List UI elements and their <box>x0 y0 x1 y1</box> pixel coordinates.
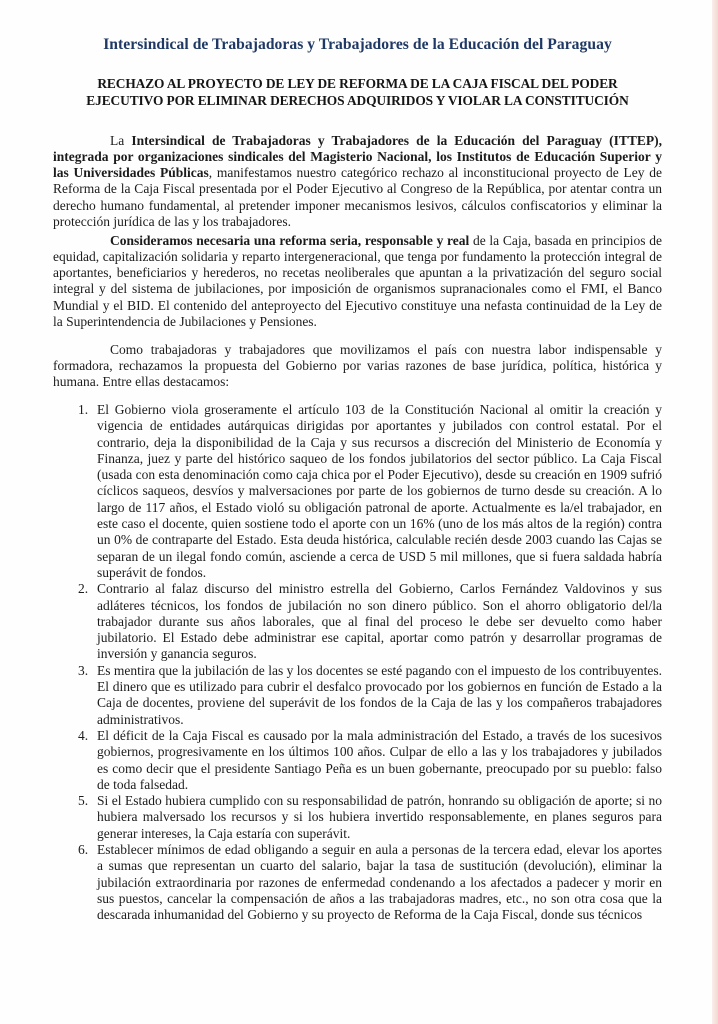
list-item <box>53 402 662 581</box>
paragraph-reform <box>53 233 662 331</box>
paragraph-lead: La <box>110 132 132 148</box>
paragraph-bold: Intersindical de Trabajadoras y Trabajadores de la Educación del Paraguay (ITTEP), integrada por organizaciones sindicales del Magisterio Nacional, los Institutos de Educación Superior y las Universidades Públicas <box>53 132 662 181</box>
list-number: 2. <box>78 581 89 597</box>
paragraph-intro <box>53 133 662 231</box>
list-text: Contrario al falaz discurso del ministro estrella del Gobierno, Carlos Fernández Valdovinos y sus adláteres técnicos, los fondos de jubilación no son dinero público. Son el ahorro obligatorio del/la trabajador durante sus años laborales, que al final del proceso le debe ser devuelto como haber jubilatorio. El Estado debe administrar ese capital, aportar como patrón y desarrollar programas de inversión y ganancia seguros. <box>97 581 662 662</box>
list-item <box>53 793 662 842</box>
list-item <box>53 728 662 793</box>
paragraph-bold: Consideramos necesaria una reforma seria, responsable y real <box>110 232 470 248</box>
paragraph-reasons <box>53 342 662 391</box>
page-edge-strip <box>712 0 718 1024</box>
list-item <box>53 842 662 923</box>
list-number: 6. <box>78 842 89 858</box>
list-item <box>53 581 662 662</box>
list-text: El déficit de la Caja Fiscal es causado por la mala administración del Estado, a través de los sucesivos gobiernos, progresivamente en los últimos 100 años. Culpar de ello a las y los trabajadores y jubilados es como decir que el presidente Santiago Peña es un buen gobernante, preocupado por su pueblo: falso de toda falsedad. <box>97 727 662 792</box>
reasons-list <box>53 402 662 924</box>
list-text: Si el Estado hubiera cumplido con su responsabilidad de patrón, honrando su obligación de aporte; si no hubiera malversado los recursos y si los hubiera invertido responsablemente, en planes seguros para generar intereses, la Caja estaría con superávit. <box>97 793 662 841</box>
list-text: Establecer mínimos de edad obligando a seguir en aula a personas de la tercera edad, elevar los aportes a sumas que representan un cuarto del salario, bajar la tasa de sustitución (devolución), eliminar la jubilación extraordinaria por razones de enfermedad condenando a los afectados a padecer y morir en sus puestos, cancelar la compensación de años a las trabajadoras madres, etc., no son otra cosa que la descarada inhumanidad del Gobierno y su proyecto de Reforma de la Caja Fiscal, donde sus técnicos <box>97 842 662 923</box>
paragraph-rest: , manifestamos nuestro categórico rechazo al inconstitucional proyecto de Ley de Reforma de la Caja Fiscal presentada por el Poder Ejecutivo al Congreso de la República, por atentar contra un derecho humano fundamental, al pretender imponer mecanismos lesivos, cálculos confiscatorios y eliminar la protección jurídica de las y los trabajadores. <box>53 165 662 229</box>
heading-line-1: RECHAZO AL PROYECTO DE LEY DE REFORMA DE LA CAJA FISCAL DEL PODER <box>97 76 618 91</box>
list-text: El Gobierno viola groseramente el artículo 103 de la Constitución Nacional al omitir la creación y vigencia de entidades autárquicas dirigidas por aportantes y jubilados con control estatal. Por el contrario, deja la disponibilidad de la Caja y sus recursos a discreción del Ministerio de Economía y Finanza, juez y parte del histórico saqueo de los fondos jubilatorios del sector público. La Caja Fiscal (usada con esta denominación como caja chica por el Poder Ejecutivo), desde su creación en 1909 sufrió cíclicos saqueos, desvíos y malversaciones por parte de los gobiernos de turno desde su creación. A lo largo de 117 años, el Estado violó su obligación patronal de aporte. Actualmente es la/el trabajador, en este caso el docente, quien sostiene todo el aporte con un 16% (uno de los más altos de la región) contra un 0% de contraparte del Estado. Esta deuda histórica, calculable recién desde 2003 cuando las Cajas se separan de un ilegal fondo común, asciende a cerca de USD 5 mil millones, que si fuera saldada habría superávit de fondos. <box>97 402 662 580</box>
paragraph-lead: Como trabajadoras y trabajadores que movilizamos el país con nuestra labor indispensable y formadora, rechazamos la propuesta del Gobierno por varias razones de base jurídica, política, histórica y humana. Entre ellas destacamos: <box>53 341 662 390</box>
list-item <box>53 663 662 728</box>
list-number: 5. <box>78 793 89 809</box>
document-heading <box>53 75 662 109</box>
paragraph-rest: de la Caja, basada en principios de equidad, capitalización solidaria y reparto intergeneracional, que tenga por fundamento la protección integral de aportantes, beneficiarios y herederos, no recetas neoliberales que apuntan a la privatización del seguro social integral y del sistema de jubilaciones, por imposición de organismos supranacionales como el FMI, el Banco Mundial y el BID. El contenido del anteproyecto del Ejecutivo constituye una nefasta continuidad de la Ley de la Superintendencia de Jubilaciones y Pensiones. <box>53 232 662 329</box>
list-number: 1. <box>78 402 89 417</box>
list-text: Es mentira que la jubilación de las y los docentes se esté pagando con el impuesto de los contribuyentes. El dinero que es utilizado para cubrir el desfalco provocado por los gobiernos en función de Estado a la Caja de docentes, proviene del superávit de los fondos de la Caja de las y los compañeros trabajadores administrativos. <box>97 662 662 727</box>
list-number: 3. <box>78 662 89 678</box>
heading-line-2: EJECUTIVO POR ELIMINAR DERECHOS ADQUIRIDOS Y VIOLAR LA CONSTITUCIÓN <box>86 93 629 108</box>
list-number: 4. <box>78 727 89 743</box>
organization-title: Intersindical de Trabajadoras y Trabajadores de la Educación del Paraguay <box>103 36 612 53</box>
